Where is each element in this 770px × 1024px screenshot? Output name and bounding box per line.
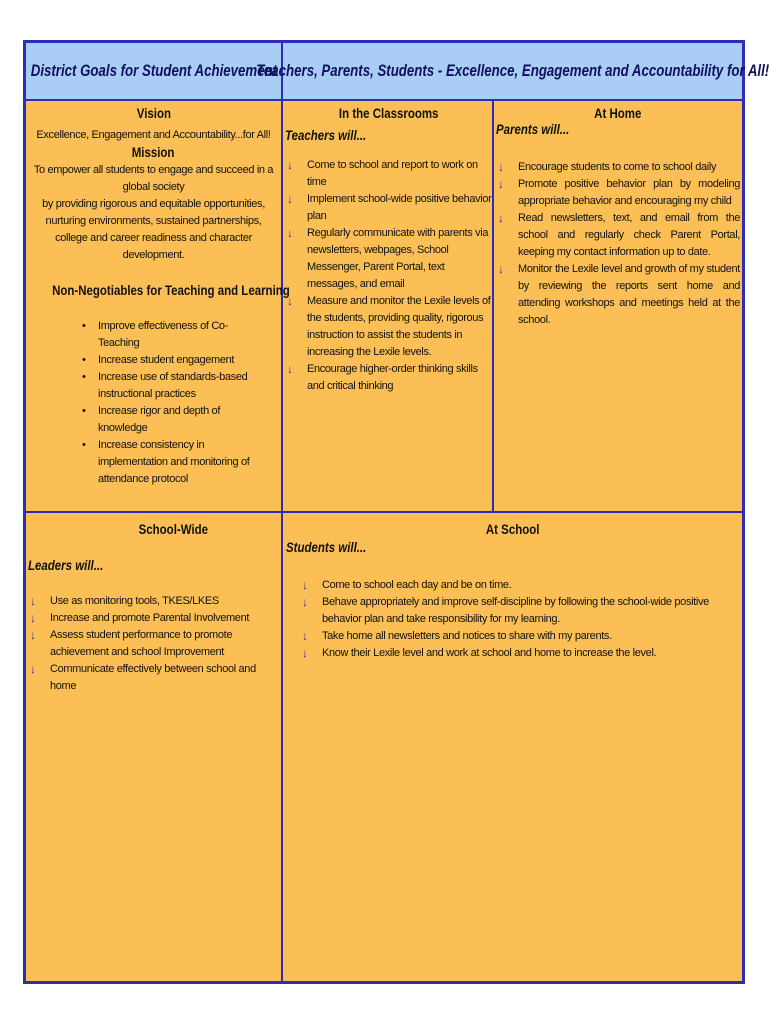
students-subtitle: Students will... [286,539,367,555]
list-item: • Increase consistency in implementation and monitoring of attendance protocol [82,439,250,485]
mission-text: To empower all students to engage and succeed in a global society by providing rigorous and equitable opportunities, nurturing environments, sustained partnerships, college and career readiness and character development. [33,164,274,261]
vision-title: Vision [136,105,171,121]
goals-document [23,40,769,984]
round-bullet-icon: • [82,405,86,417]
down-arrow-bullet-icon: ↓ [30,662,36,676]
header-right-title: Teachers, Parents, Students - Excellence, Engagement and Accountability for All! [256,61,769,80]
down-arrow-bullet-icon: ↓ [498,262,504,276]
nonneg-list [80,318,265,488]
leaders-subtitle: Leaders will... [28,557,104,573]
list-item: ↓ Take home all newsletters and notices to share with my parents. [302,629,612,643]
list-item: ↓ Monitor the Lexile level and growth of my student by reviewing the reports sent home and attending workshops and meetings held at the school. [498,262,740,326]
list-item: • Increase rigor and depth of knowledge [82,405,221,434]
down-arrow-bullet-icon: ↓ [30,611,36,625]
schoolwide-title: School-Wide [138,521,209,537]
list-item: ↓ Behave appropriately and improve self-discipline by following the school-wide positive behavior plan and take responsibility for my learning. [302,595,709,625]
list-item: ↓ Increase and promote Parental Involvement [30,611,250,625]
round-bullet-icon: • [82,354,86,366]
list-item: • Increase student engagement [80,352,265,369]
list-item: ↓ Promote positive behavior plan by modeling appropriate behavior and encouraging my child [498,177,740,207]
down-arrow-bullet-icon: ↓ [498,211,504,225]
mission-title: Mission [132,144,175,160]
header-left-title: District Goals for Student Achievement [30,61,277,80]
atschool-title: At School [486,521,540,537]
divider-vertical-top [492,101,494,513]
header-left [26,43,283,101]
list-item: • Increase use of standards-based instructional practices [82,371,248,400]
list-item: ↓ Encourage students to come to school daily [498,160,717,174]
round-bullet-icon: • [82,371,86,383]
list-item: ↓ Use as monitoring tools, TKES/LKES [30,594,219,608]
nonneg-title: Non-Negotiables for Teaching and Learning [52,282,290,298]
round-bullet-icon: • [82,320,86,332]
divider-vertical-main [281,101,283,981]
home-title: At Home [594,105,642,121]
header-right [256,43,769,101]
down-arrow-bullet-icon: ↓ [302,595,308,609]
down-arrow-bullet-icon: ↓ [287,362,293,376]
list-item: ↓ Implement school-wide positive behavior plan [287,192,492,222]
home-cell [496,105,740,509]
down-arrow-bullet-icon: ↓ [302,646,308,660]
list-item: ↓ Regularly communicate with parents via newsletters, webpages, School Messenger, Parent Portal, text messages, and email [287,226,489,290]
down-arrow-bullet-icon: ↓ [498,177,504,191]
classrooms-cell [285,105,492,509]
down-arrow-bullet-icon: ↓ [30,594,36,608]
down-arrow-bullet-icon: ↓ [287,158,293,172]
list-item: ↓ Read newsletters, text, and email from the school and regularly check Parent Portal, keeping my contact information up to date. [498,211,740,258]
list-item: ↓ Measure and monitor the Lexile levels of the students, providing quality, rigorous instruction to assist the students in increasing the Lexile levels. [287,294,491,358]
down-arrow-bullet-icon: ↓ [287,226,293,240]
leaders-list [28,593,258,695]
list-item: ↓ Come to school and report to work on time [287,158,478,188]
list-item: ↓ Assess student performance to promote achievement and school Improvement [30,628,233,658]
down-arrow-bullet-icon: ↓ [498,160,504,174]
vision-cell [26,105,290,509]
down-arrow-bullet-icon: ↓ [30,628,36,642]
down-arrow-bullet-icon: ↓ [287,294,293,308]
parents-subtitle: Parents will... [496,121,570,137]
classrooms-title: In the Classrooms [338,105,439,121]
parents-list [496,159,740,329]
vision-text: Excellence, Engagement and Accountability...for All! [36,129,271,141]
list-item: ↓ Come to school each day and be on time. [302,578,512,592]
down-arrow-bullet-icon: ↓ [302,629,308,643]
list-item: ↓ Know their Lexile level and work at school and home to increase the level. [302,646,657,660]
down-arrow-bullet-icon: ↓ [287,192,293,206]
divider-horizontal [26,511,742,513]
schoolwide-cell [28,521,279,976]
atschool-cell [286,521,740,976]
teachers-list [285,157,492,395]
list-item: ↓ Communicate effectively between school and home [30,662,256,692]
teachers-subtitle: Teachers will... [285,127,367,143]
list-item: • Improve effectiveness of Co-Teaching [82,320,229,349]
round-bullet-icon: • [82,439,86,451]
list-item: ↓ Encourage higher-order thinking skills and critical thinking [287,362,478,392]
down-arrow-bullet-icon: ↓ [302,578,308,592]
students-list [300,577,720,662]
